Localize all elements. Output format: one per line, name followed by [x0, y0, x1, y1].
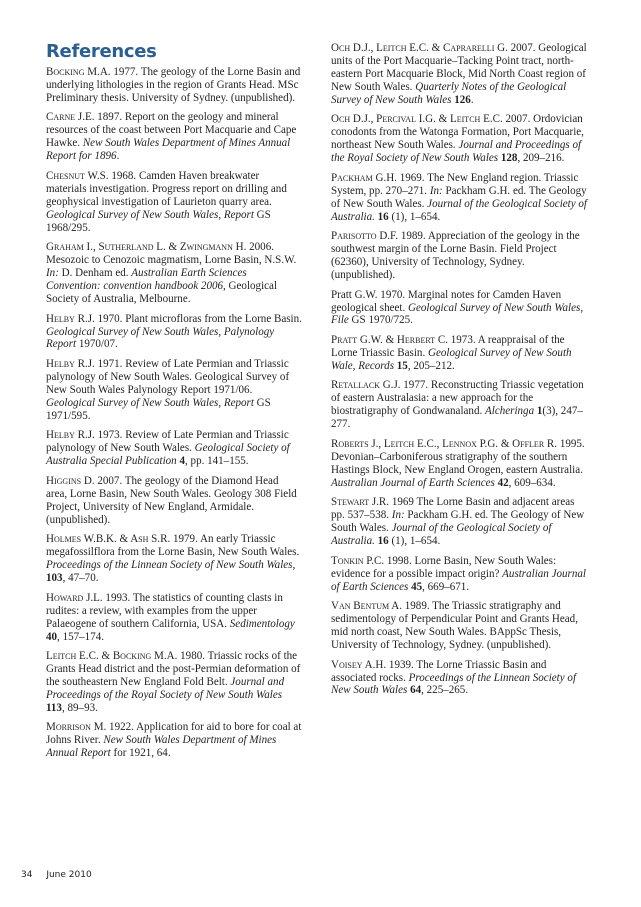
- reference-entry: [331, 113, 587, 165]
- reference-authors: Bocking M.A.: [46, 66, 111, 78]
- reference-authors: Leitch E.C. & Bocking M.A.: [46, 650, 178, 663]
- reference-text: 1995. Devonian–Carboniferous stratigraphy of the southern Hastings Block, New England Orogen, eastern Australia.: [331, 437, 585, 476]
- reference-volume: 40: [46, 630, 58, 643]
- reference-text: , 225–265.: [421, 684, 469, 697]
- reference-authors: Och D.J., Leitch E.C. & Caprarelli G.: [331, 42, 508, 54]
- reference-authors: Howard J.L.: [46, 591, 103, 604]
- reference-source: Proceedings of the Linnean Society of New South Wales: [331, 671, 577, 697]
- reference-text: 2007. Ordovician conodonts from the Watonga Formation, Port Macquarie, northeast New South Wales.: [331, 113, 584, 152]
- reference-source: Geological Society of Australia Special Publication: [46, 442, 290, 468]
- reference-authors: Roberts J., Leitch E.C., Lennox P.G. & Offler R.: [331, 437, 558, 450]
- reference-source: Quarterly Notes of the Geological Survey of New South Wales: [331, 80, 567, 106]
- reference-text: , pp. 141–155.: [185, 455, 249, 468]
- page-title: References: [46, 41, 157, 62]
- page-footer: [21, 870, 92, 880]
- reference-source: Australian Journal of Earth Sciences: [331, 476, 495, 489]
- reference-text: 1897. Report on the geology and mineral resources of the coast between Port Macquarie and Cape Hawke.: [46, 111, 297, 150]
- reference-source: Geological Survey of New South Wales, Report: [46, 208, 254, 221]
- reference-entry: [331, 289, 587, 328]
- reference-volume: 4: [179, 455, 186, 468]
- reference-text: 1973. A reappraisal of the Lorne Triassic Basin.: [331, 334, 565, 359]
- references-left-column: [46, 66, 302, 767]
- reference-text: (1), 1–654.: [388, 210, 441, 223]
- reference-text: D. Denham ed.: [58, 267, 132, 280]
- reference-source: Proceedings of the Linnean Society of New South Wales,: [46, 559, 296, 572]
- reference-entry: [46, 721, 302, 760]
- reference-entry: [46, 241, 302, 306]
- reference-volume: 103: [46, 572, 63, 585]
- reference-text: 1998. Lorne Basin, New South Wales: evidence for a possible impact origin?: [331, 554, 557, 580]
- reference-source: Geological Survey of New South Wales, File: [331, 301, 584, 327]
- reference-text: , 609–634.: [508, 476, 556, 489]
- reference-source: Journal and Proceedings of the Royal Society of New South Wales: [331, 139, 582, 165]
- reference-entry: [331, 659, 587, 698]
- reference-volume: 113: [46, 701, 62, 714]
- reference-entry: [46, 313, 302, 352]
- reference-authors: Tonkin P.C.: [331, 554, 385, 567]
- reference-volume: 128: [500, 152, 518, 165]
- reference-text: 1970/07.: [76, 338, 118, 351]
- reference-text: 1922. Application for aid to bore for coal at Johns River.: [46, 721, 302, 747]
- reference-source: Geological Survey of New South Wale, Records: [331, 346, 572, 372]
- reference-text: 1971. Review of Late Permian and Triassic palynology of New South Wales. Geological Survey of New South Wales Palynology Report 1971/06.: [46, 358, 290, 396]
- reference-entry: [331, 600, 587, 652]
- reference-authors: Higgins D.: [46, 474, 95, 487]
- reference-source: New South Wales Department of Mines Annual Report: [46, 734, 277, 760]
- reference-text: (3), 247–277.: [331, 405, 583, 431]
- reference-text: GS 1971/595.: [46, 396, 271, 422]
- reference-entry: [46, 111, 302, 163]
- reference-volume: 16: [377, 210, 389, 223]
- reference-source: Alcheringa: [485, 405, 535, 418]
- reference-text: , 209–216.: [517, 152, 565, 165]
- reference-authors: Morrison M.: [46, 721, 107, 734]
- reference-text: 1979. An early Triassic megafossilflora from the Lorne Basin, New South Wales.: [46, 533, 300, 559]
- reference-text: 1939. The Lorne Triassic Basin and associated rocks.: [331, 658, 547, 684]
- reference-entry: [46, 170, 302, 235]
- reference-text: for 1921, 64.: [110, 747, 171, 760]
- reference-source: Geological Survey of New South Wales, Report: [46, 396, 254, 409]
- reference-text: 1993. The statistics of counting clasts in rudites: a review, with examples from the upper Palaeogene of southern California, USA.: [46, 591, 283, 630]
- reference-entry: [331, 438, 587, 490]
- page-number: 34: [21, 870, 33, 880]
- reference-text: , 47–70.: [62, 572, 99, 585]
- reference-text: , Geological Society of Australia, Melbourne.: [46, 280, 278, 306]
- reference-source: Australian Earth Sciences Convention: convention handbook 2006: [46, 267, 247, 293]
- reference-authors: Helby R.J.: [46, 358, 95, 371]
- reference-authors: Van Bentum A.: [331, 600, 402, 613]
- reference-text: 1969. The New England region. Triassic System, pp. 270–271.: [331, 171, 579, 197]
- reference-entry: [46, 475, 302, 527]
- reference-entry: [46, 66, 302, 105]
- reference-text: , 89–93.: [61, 701, 98, 714]
- reference-entry: [331, 334, 587, 373]
- reference-volume: 42: [497, 476, 509, 489]
- reference-authors: Carne J.E.: [46, 111, 95, 124]
- reference-volume: 64: [410, 684, 422, 697]
- reference-volume: 45: [411, 580, 423, 593]
- reference-text: 1970. Plant microfloras from the Lorne Basin.: [94, 312, 302, 325]
- reference-entry: [46, 650, 302, 715]
- references-right-column: [331, 42, 587, 704]
- reference-authors: Holmes W.B.K. & Ash S.R.: [46, 533, 171, 546]
- reference-text: 2007. The geology of the Diamond Head area, Lorne Basin, New South Wales. Geology 308 Field Project, University of New England, Armidale. (unpublished).: [46, 474, 297, 526]
- reference-text: 1977. Reconstructing Triassic vegetation of eastern Australasia: a new approach for the biostratigraphy of Gondwanaland.: [331, 379, 584, 418]
- reference-source: Journal of the Geological Society of Australia.: [331, 197, 588, 223]
- reference-text: .: [116, 150, 120, 163]
- reference-authors: Pratt G.W. & Herbert C.: [331, 334, 448, 347]
- reference-source: Journal of the Geological Society of Australia.: [331, 522, 552, 548]
- reference-authors: Och D.J., Percival I.G. & Leitch E.C.: [331, 113, 503, 126]
- reference-text: 1977. The geology of the Lorne Basin and underlying lithologies in the region of Grants Head. MSc Preliminary thesis. University of Sydney. (unpublished).: [46, 66, 301, 104]
- reference-text: Packham G.H. ed. The Geology of New South Wales.: [331, 184, 587, 210]
- reference-entry: [46, 429, 302, 468]
- reference-source: Geological Survey of New South Wales, Palynology Report: [46, 325, 275, 351]
- reference-authors: Voisey A.H.: [331, 658, 387, 671]
- reference-source: In:: [429, 184, 443, 197]
- reference-entry: [331, 172, 587, 224]
- reference-authors: Graham I., Sutherland L. & Zwingmann H.: [46, 241, 247, 254]
- reference-entry: [331, 230, 587, 282]
- reference-text: Packham G.H. ed. The Geology of New South Wales.: [331, 509, 585, 535]
- reference-authors: Retallack G.J.: [331, 379, 401, 392]
- reference-text: GS 1968/295.: [46, 208, 271, 234]
- reference-authors: Helby R.J.: [46, 312, 95, 325]
- reference-text: (1), 1–654.: [388, 535, 441, 548]
- reference-volume: 16: [377, 535, 389, 548]
- reference-text: 1989. The Triassic stratigraphy and sedimentology of Perpendicular Point and Grants Head, mid north coast, New South Wales. BAppSc Thesis, University of Technology, Sydney. (unpublished).: [331, 600, 578, 652]
- reference-entry: [46, 533, 302, 585]
- reference-volume: 126: [454, 93, 471, 106]
- reference-source: In:: [46, 267, 59, 280]
- reference-text: 2007. Geological units of the Port Macquarie–Tacking Point tract, north-eastern Port Macquarie Block, Mid North Coast region of New South Wales.: [331, 42, 587, 93]
- reference-entry: [331, 496, 587, 548]
- issue-date: June 2010: [46, 870, 92, 880]
- reference-entry: [331, 379, 587, 431]
- reference-volume: 15: [396, 359, 408, 372]
- reference-volume: 1: [536, 405, 543, 418]
- reference-text: 1973. Review of Late Permian and Triassic palynology of New South Wales.: [46, 429, 289, 455]
- reference-source: New South Wales Department of Mines Annual Report for 1896: [46, 137, 291, 163]
- reference-source: Sedimentology: [229, 617, 295, 630]
- reference-text: Pratt G.W. 1970. Marginal notes for Camden Haven geological sheet.: [331, 288, 562, 314]
- reference-authors: Packham G.H.: [331, 171, 397, 184]
- reference-source: Australian Journal of Earth Sciences: [331, 567, 586, 593]
- reference-text: 1968. Camden Haven breakwater materials investigation. Progress report on drilling and geophysical investigation of Laurieton quarry area.: [46, 169, 287, 208]
- reference-entry: [46, 592, 302, 644]
- reference-text: 1969 The Lorne Basin and adjacent areas pp. 537–538.: [331, 496, 575, 522]
- reference-source: Journal and Proceedings of the Royal Society of New South Wales: [46, 675, 285, 701]
- reference-text: , 669–671.: [422, 580, 470, 593]
- reference-text: GS 1970/725.: [348, 314, 413, 327]
- reference-text: 2006. Mesozoic to Cenozoic magmatism, Lorne Basin, N.S.W.: [46, 241, 297, 267]
- reference-text: , 157–174.: [57, 630, 104, 643]
- reference-authors: Chesnut W.S.: [46, 169, 109, 182]
- reference-text: , 205–212.: [407, 359, 455, 372]
- reference-text: 1980. Triassic rocks of the Grants Head district and the post-Permian deformation of the southeastern New England Fold Belt.: [46, 650, 301, 688]
- reference-authors: Parisotto D.F.: [331, 230, 399, 243]
- reference-entry: [331, 42, 587, 107]
- reference-text: 1989. Appreciation of the geology in the southwest margin of the Lorne Basin. Field Project (62360), University of Technology, Sydney. (unpublished).: [331, 230, 580, 282]
- reference-authors: Helby R.J.: [46, 429, 95, 442]
- reference-entry: [331, 555, 587, 594]
- reference-text: .: [470, 93, 474, 106]
- reference-entry: [46, 358, 302, 423]
- reference-source: In:: [391, 509, 405, 522]
- reference-authors: Stewart J.R.: [331, 496, 390, 509]
